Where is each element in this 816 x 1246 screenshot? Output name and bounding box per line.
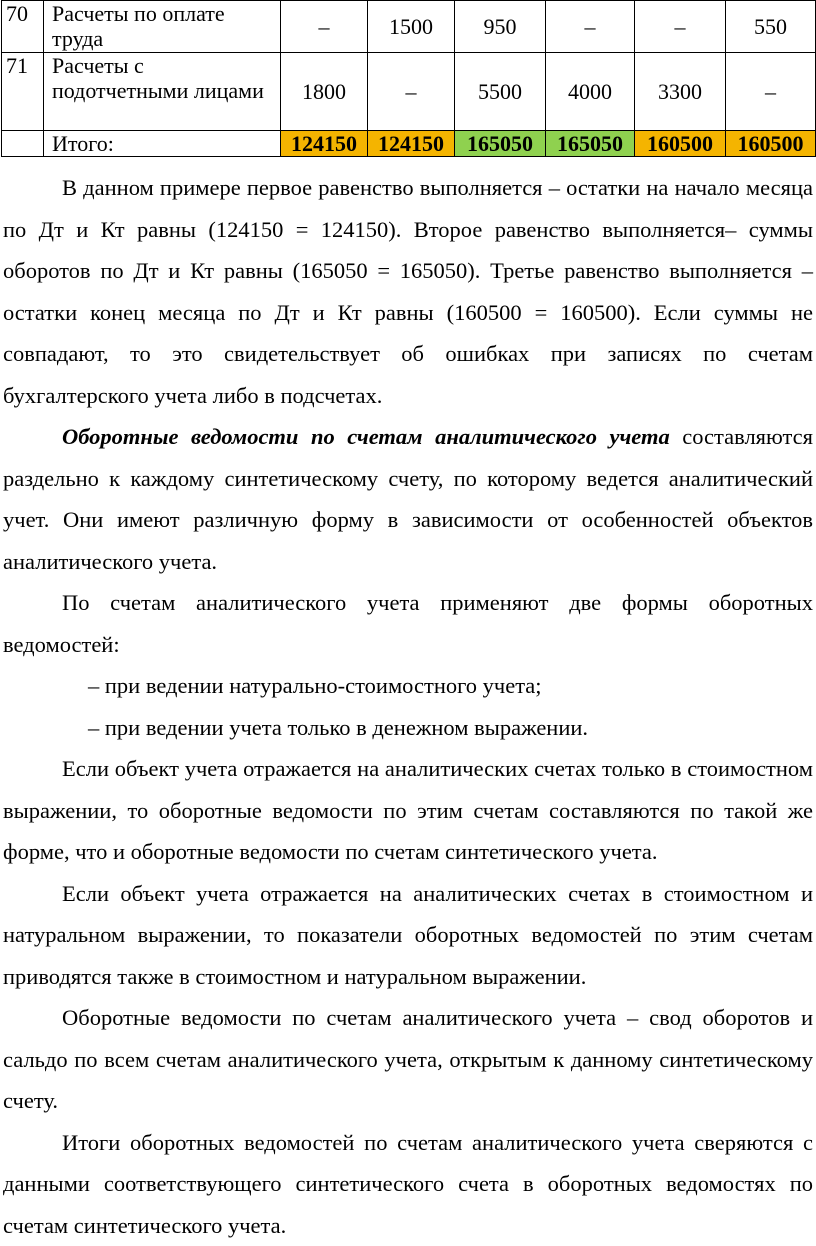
paragraph-definition: Оборотные ведомости по счетам аналитического учета – свод оборотов и сальдо по всем счетам аналитического учета, открытым к данному синтетическому счету. [3, 997, 813, 1122]
total-number [2, 131, 44, 157]
list-item: – при ведении натурально-стоимостного учета; [3, 665, 813, 707]
turnover-table [1, 0, 816, 157]
body-text [3, 167, 813, 1246]
account-name: Расчеты с подотчетными лицами [44, 53, 281, 131]
paragraph-equality-check: В данном примере первое равенство выполняется – остатки на начало месяца по Дт и Кт равны (124150 = 124150). Второе равенство выполняется– суммы оборотов по Дт и Кт равны (165050 = 165050). Третье равенство выполняется – остатки конец месяца по Дт и Кт равны (160500 = 160500). Если суммы не совпадают, то это свидетельствует об ошибках при записях по счетам бухгалтерского учета либо в подсчетах. [3, 167, 813, 416]
total-label: Итого: [44, 131, 281, 157]
turnover-credit: – [546, 1, 635, 53]
total-turnover-debit: 165050 [455, 131, 546, 157]
table-row-account-70 [2, 1, 816, 53]
closing-credit: 550 [726, 1, 816, 53]
account-number: 71 [2, 53, 44, 131]
paragraph-analytical-statements [3, 416, 813, 582]
turnover-debit: 950 [455, 1, 546, 53]
table-row-total [2, 131, 816, 157]
emphasis-term: Оборотные ведомости по счетам аналитического учета [62, 424, 670, 449]
opening-debit: – [281, 1, 368, 53]
list-item: – при ведении учета только в денежном выражении. [3, 707, 813, 749]
paragraph-two-forms: По счетам аналитического учета применяют две формы оборотных ведомостей: [3, 582, 813, 665]
paragraph-cost-and-natural: Если объект учета отражается на аналитических счетах в стоимостном и натуральном выражении, то показатели оборотных ведомостей по этим счетам приводятся также в стоимостном и натуральном выражении. [3, 873, 813, 998]
closing-debit: – [635, 1, 726, 53]
turnover-credit: 4000 [546, 53, 635, 131]
table-row-account-71 [2, 53, 816, 131]
closing-credit: – [726, 53, 816, 131]
turnover-debit: 5500 [455, 53, 546, 131]
opening-credit: 1500 [368, 1, 455, 53]
paragraph-reconciliation: Итоги оборотных ведомостей по счетам аналитического учета сверяются с данными соответствующего синтетического счета в оборотных ведомостях по счетам синтетического учета. [3, 1122, 813, 1246]
paragraph-text: составляются раздельно к каждому синтетическому счету, по которому ведется аналитический учет. Они имеют различную форму в зависимости от особенностей объектов аналитического учета. [3, 424, 813, 574]
paragraph-cost-only: Если объект учета отражается на аналитических счетах только в стоимостном выражении, то оборотные ведомости по этим счетам составляются по такой же форме, что и оборотные ведомости по счетам синтетического учета. [3, 748, 813, 873]
total-closing-debit: 160500 [635, 131, 726, 157]
opening-debit: 1800 [281, 53, 368, 131]
total-closing-credit: 160500 [726, 131, 816, 157]
total-opening-credit: 124150 [368, 131, 455, 157]
account-number: 70 [2, 1, 44, 53]
total-turnover-credit: 165050 [546, 131, 635, 157]
opening-credit: – [368, 53, 455, 131]
closing-debit: 3300 [635, 53, 726, 131]
account-name: Расчеты по оплате труда [44, 1, 281, 53]
total-opening-debit: 124150 [281, 131, 368, 157]
